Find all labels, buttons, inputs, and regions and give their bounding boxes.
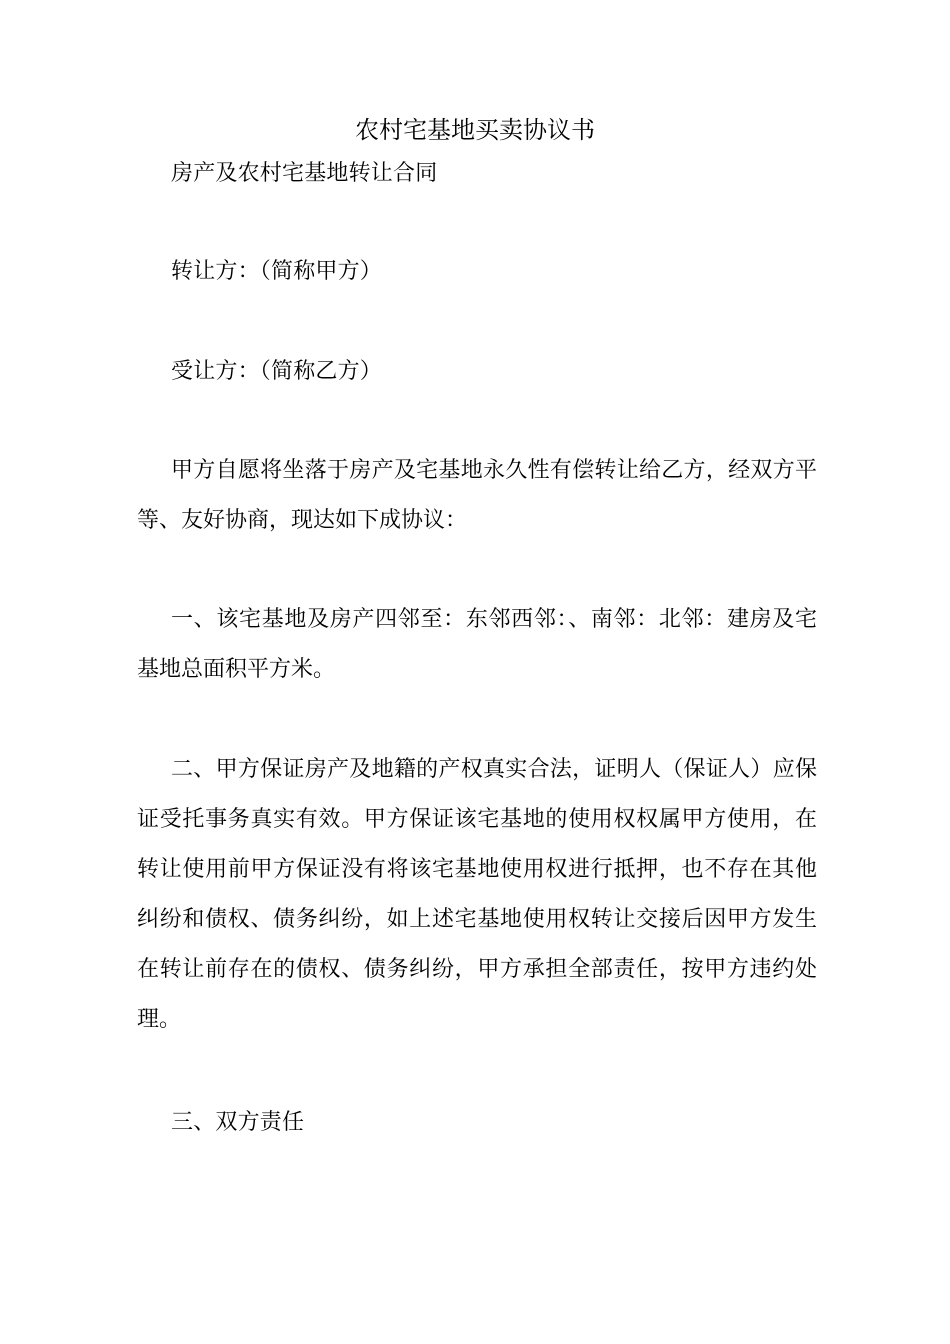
transferor-line: 转让方：（简称甲方）: [171, 259, 383, 284]
document-title: 农村宅基地买卖协议书: [355, 116, 595, 144]
clause-3-heading: 三、双方责任: [171, 1110, 305, 1135]
transferee-line: 受让方：（简称乙方）: [171, 359, 383, 384]
document-subtitle: 房产及农村宅基地转让合同: [171, 161, 438, 186]
clause-1-paragraph: 一、该宅基地及房产四邻至：东邻西邻：、南邻：北邻：建房及宅基地总面积平方米。: [137, 607, 817, 682]
clause-2-paragraph: 二、甲方保证房产及地籍的产权真实合法，证明人（保证人）应保证受托事务真实有效。甲方保证该宅基地的使用权权属甲方使用，在转让使用前甲方保证没有将该宅基地使用权进行抵押，也不存在其他纠纷和债权、债务纠纷，如上述宅基地使用权转让交接后因甲方发生在转让前存在的债权、债务纠纷，甲方承担全部责任，按甲方违约处理。: [137, 757, 817, 1032]
intro-paragraph: 甲方自愿将坐落于房产及宅基地永久性有偿转让给乙方，经双方平等、友好协商，现达如下成协议：: [137, 458, 817, 533]
